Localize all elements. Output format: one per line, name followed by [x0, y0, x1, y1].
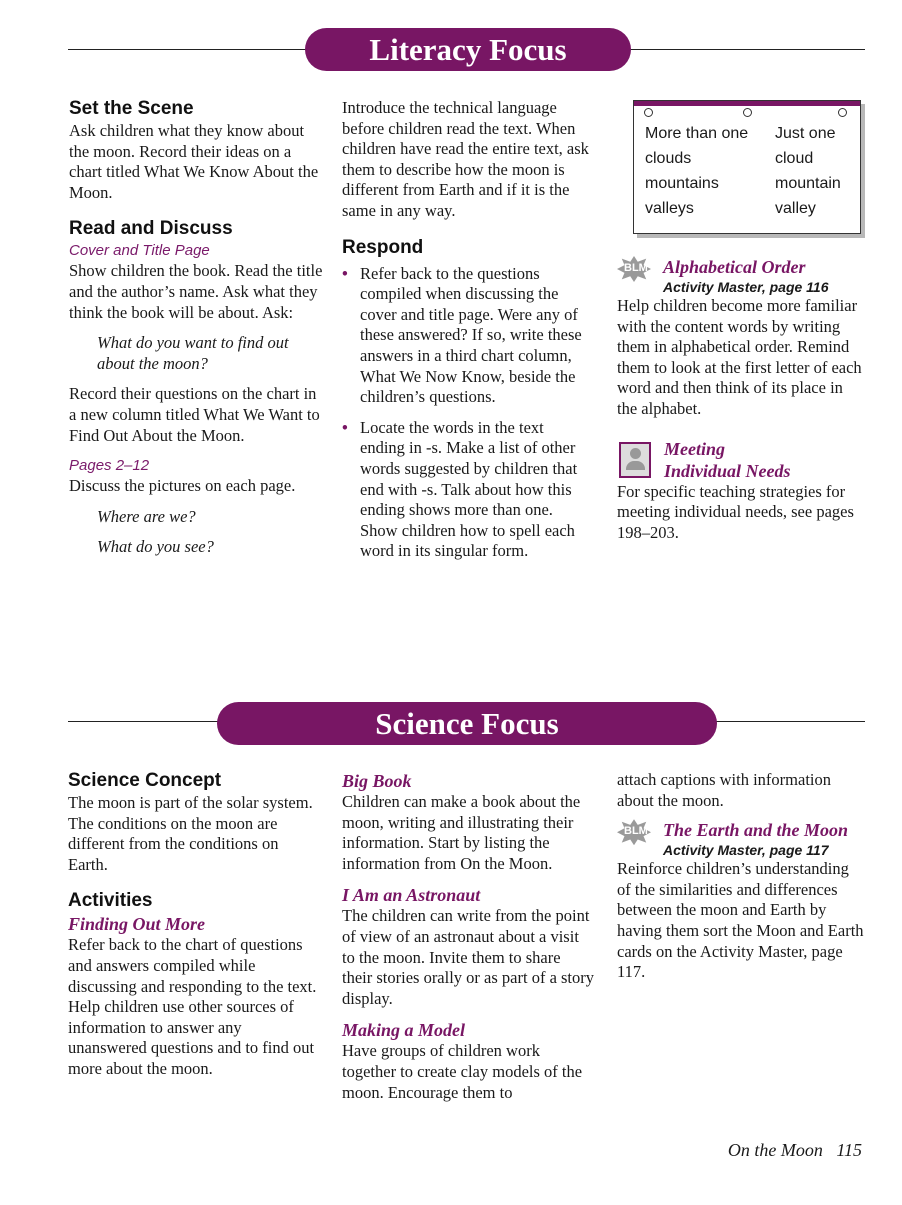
question-find-out: What do you want to find out about the moon? — [97, 333, 289, 373]
person-icon — [619, 442, 651, 478]
earth-title: The Earth and the Moon — [663, 820, 849, 841]
blm-icon — [617, 819, 655, 847]
concept-heading: Science Concept — [68, 770, 222, 791]
chart-cell: valleys — [645, 200, 694, 217]
respond-bullet-2: Locate the words in the text ending in -s. Make a list of other words suggested by children that end with -s. Talk about how this ending shows more than one. Show children how to spell each word in its singular form. — [360, 417, 578, 561]
ring-icon — [743, 108, 752, 117]
cover-body: Show children the book. Read the title and the author’s name. Ask what they think the book will be about. Ask: — [69, 261, 323, 322]
activities-heading: Activities — [68, 890, 153, 912]
question-where: Where are we? — [97, 506, 196, 526]
chart-cell: mountain — [775, 175, 841, 192]
literacy-banner-title: Literacy Focus — [369, 32, 567, 67]
chart-header-bar — [634, 101, 860, 106]
earth-header — [617, 819, 865, 859]
ring-icon — [644, 108, 653, 117]
literacy-banner — [305, 28, 631, 71]
chart-cell: mountains — [645, 175, 719, 192]
astronaut-body: The children can write from the point of view of an astronaut about a visit to the moon. Invite them to share their stories orally or as part of a story display. — [342, 906, 595, 1008]
respond-heading: Respond — [342, 236, 424, 258]
model-body: Have groups of children work together to create clay models of the moon. Encourage them to — [342, 1041, 583, 1102]
blm-label: BLM — [624, 825, 648, 838]
blm-icon — [617, 256, 655, 284]
earth-body: Reinforce children’s understanding of the similarities and differences between the moon and Earth by having them sort the Moon and Earth cards on the Activity Master, page 117. — [617, 859, 864, 982]
pages-body: Discuss the pictures on each page. — [69, 476, 296, 496]
pages-subheading: Pages 2–12 — [69, 457, 150, 475]
respond-list — [342, 264, 592, 562]
meeting-header — [617, 438, 862, 482]
meeting-title-1: Meeting — [664, 438, 725, 459]
literacy-col-2 — [342, 98, 592, 562]
chart-col-more — [645, 121, 748, 221]
chart-cell: valley — [775, 200, 816, 217]
chart-cell: cloud — [775, 150, 814, 167]
page-footer — [728, 1140, 862, 1161]
literacy-col-3 — [617, 256, 862, 543]
concept-body: The moon is part of the solar system. The conditions on the moon are different from the conditions on Earth. — [68, 793, 313, 874]
bullet-icon: • — [342, 263, 348, 283]
question-see: What do you see? — [97, 537, 214, 557]
ring-icon — [838, 108, 847, 117]
science-col-1 — [68, 769, 318, 1080]
meeting-title-2: Individual Needs — [664, 460, 791, 481]
chart-col-one-head: Just one — [775, 125, 836, 142]
finding-body: Refer back to the chart of questions and answers compiled while discussing and responding to the text. Help children use other sources of information to answer any unanswered questions and to find out more about the moon. — [68, 935, 317, 1078]
model-continued: attach captions with information about the moon. — [617, 770, 831, 810]
science-banner-title: Science Focus — [375, 706, 559, 741]
record-body: Record their questions on the chart in a new column titled What We Want to Find Out About the Moon. — [69, 384, 320, 445]
alpha-master: Activity Master, page 116 — [663, 279, 829, 295]
plural-chart — [633, 100, 861, 234]
page-number: 115 — [836, 1140, 862, 1160]
blm-label: BLM — [624, 262, 648, 274]
science-col-3 — [617, 770, 865, 983]
cover-subheading: Cover and Title Page — [69, 242, 210, 260]
earth-master: Activity Master, page 117 — [663, 842, 829, 859]
literacy-col-1 — [69, 97, 325, 558]
list-item — [342, 264, 592, 408]
respond-bullet-1: Refer back to the questions compiled when discussing the cover and title page. Were any of these answered? If so, write these answers in a third chart column, What We Now Know, beside the children’s questions. — [360, 263, 582, 407]
set-scene-body: Ask children what they know about the moon. Record their ideas on a chart titled What We Know About the Moon. — [69, 121, 319, 202]
astronaut-title: I Am an Astronaut — [342, 885, 481, 906]
science-col-2 — [342, 770, 594, 1103]
list-item — [342, 418, 592, 562]
finding-title: Finding Out More — [68, 914, 206, 935]
alpha-header — [617, 256, 862, 296]
intro-body: Introduce the technical language before children read the text. When children have read the entire text, ask them to describe how the moon is different from Earth and if it is the same in any way. — [342, 98, 589, 220]
chart-col-one — [775, 121, 841, 221]
meeting-body: For specific teaching strategies for meeting individual needs, see pages 198–203. — [617, 481, 854, 542]
set-scene-heading: Set the Scene — [69, 98, 194, 119]
footer-book-title: On the Moon — [727, 1140, 823, 1160]
chart-cell: clouds — [645, 150, 692, 167]
model-title: Making a Model — [342, 1020, 466, 1041]
bigbook-body: Children can make a book about the moon, writing and illustrating their information. Start by listing the information from On the Moon. — [342, 792, 581, 873]
bigbook-title: Big Book — [342, 771, 412, 791]
alpha-body: Help children become more familiar with the content words by writing them in alphabetical order. Remind them to look at the first letter of each word and then think of its place in the alphabet. — [617, 296, 862, 418]
science-banner — [217, 702, 717, 745]
bullet-icon: • — [342, 417, 348, 437]
alpha-title: Alphabetical Order — [663, 257, 806, 277]
read-discuss-heading: Read and Discuss — [69, 218, 233, 240]
chart-col-more-head: More than one — [645, 125, 749, 142]
